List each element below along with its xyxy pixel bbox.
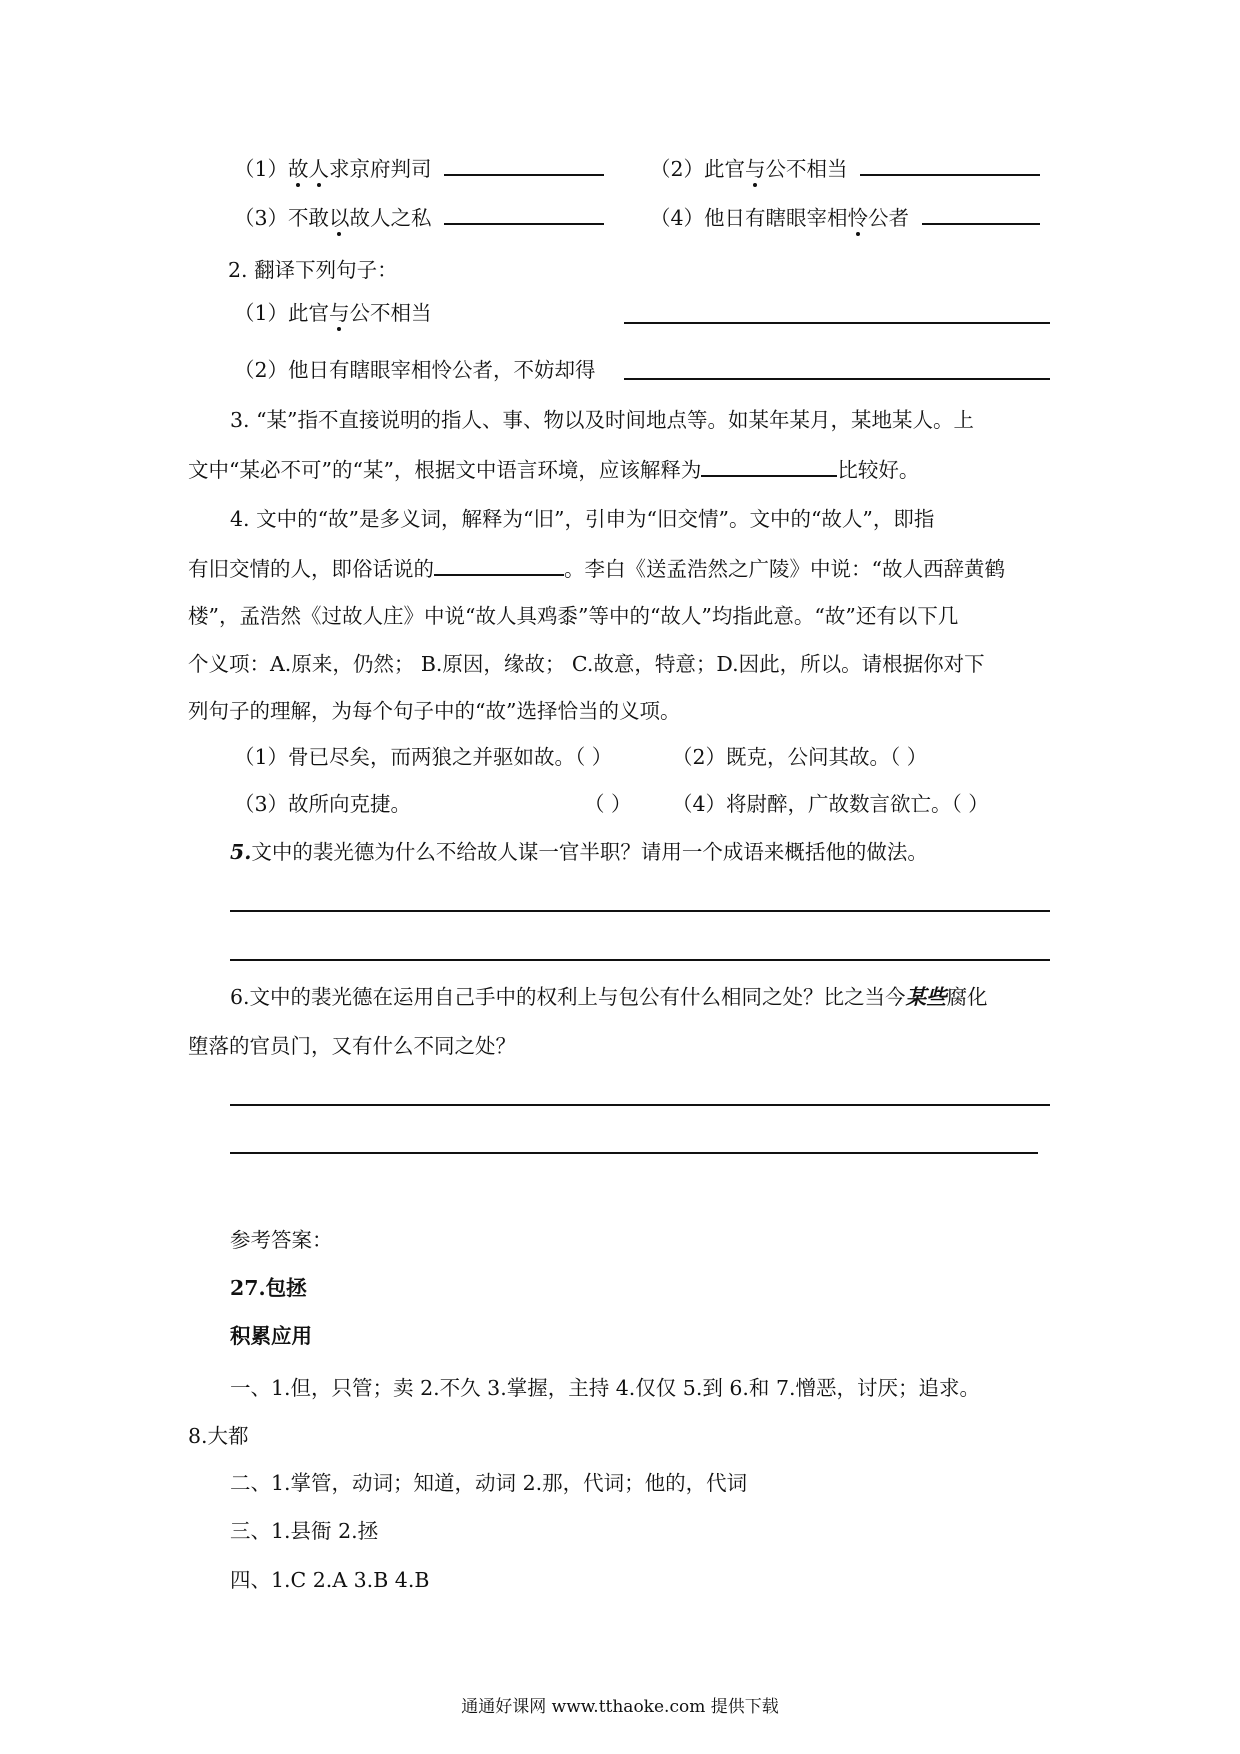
item-number: （3） [234, 206, 289, 230]
q2-sentence-1 [234, 299, 432, 327]
question-number: 5. [230, 840, 252, 864]
q1-item-3 [234, 201, 604, 232]
item-text: 求京府判司 [329, 157, 432, 181]
q4-line-3: 楼”，孟浩然《过故人庄》中说“故人具鸡黍”等中的“故人”均指此意。“故”还有以下几 [188, 604, 959, 628]
q4-line-2 [188, 552, 1005, 583]
q4-sentence-3-paren[interactable]: （ ） [584, 792, 632, 816]
q4-sentence-4: （4）将尉醉，广故数言欲亡。（ ） [672, 792, 989, 816]
q1-item-1 [234, 152, 604, 183]
item-text: 故人之私 [349, 206, 432, 230]
item-text: 公者 [868, 206, 910, 230]
dotted-char: 故 [288, 157, 309, 181]
answer-line[interactable] [230, 910, 1050, 912]
dotted-char: 人 [308, 157, 330, 181]
q2-title: 2. 翻译下列句子： [228, 258, 398, 282]
q6-line-2: 堕落的官员门，又有什么不同之处？ [188, 1034, 516, 1058]
dotted-char: 与 [745, 157, 766, 181]
q1-item-4 [650, 201, 1040, 232]
answer-blank[interactable] [701, 453, 837, 477]
q6-line-1 [230, 983, 988, 1011]
answer-blank[interactable] [444, 201, 604, 225]
page-footer: 通通好课网 www.tthaoke.com 提供下载 [461, 1697, 779, 1717]
answer-line[interactable] [624, 322, 1050, 324]
question-text: 比较好。 [837, 458, 920, 482]
question-text: 。李白《送孟浩然之广陵》中说：“故人西辞黄鹤 [564, 557, 1005, 581]
item-text: 他日有瞎眼宰相 [704, 206, 848, 230]
answers-title: 27.包拯 [230, 1276, 307, 1300]
question-text: 腐化 [946, 985, 988, 1009]
answer-2: 二、1.掌管，动词；知道，动词 2.那，代词；他的，代词 [230, 1471, 748, 1495]
answers-heading: 参考答案： [230, 1228, 333, 1252]
answers-subtitle: 积累应用 [230, 1324, 312, 1348]
dotted-char: 与 [329, 301, 350, 325]
answer-blank[interactable] [444, 152, 604, 176]
answer-line[interactable] [624, 378, 1050, 380]
q4-sentence-1: （1）骨已尽矣，而两狼之并驱如故。（ ） [234, 745, 613, 769]
item-number: （1） [234, 157, 289, 181]
q4-line-1: 4. 文中的“故”是多义词，解释为“旧”，引申为“旧交情”。文中的“故人”，即指 [230, 507, 935, 531]
item-text: 此官 [704, 157, 746, 181]
q2-sentence-2: （2）他日有瞎眼宰相怜公者，不妨却得 [234, 358, 596, 382]
sentence-text: 公不相当 [349, 301, 432, 325]
item-text: 公不相当 [765, 157, 848, 181]
answer-line[interactable] [230, 959, 1050, 961]
q3-line-2 [188, 453, 919, 484]
q5-question [230, 838, 928, 866]
question-text: 文中的裴光德为什么不给故人谋一官半职？请用一个成语来概括他的做法。 [251, 840, 928, 864]
q4-sentence-3: （3）故所向克捷。 [234, 792, 412, 816]
q3-line-1: 3. “某”指不直接说明的指人、事、物以及时间地点等。如某年某月，某地某人。上 [230, 408, 975, 432]
dotted-char: 以 [329, 206, 350, 230]
item-number: （4） [650, 206, 705, 230]
answer-line[interactable] [230, 1152, 1038, 1154]
answer-line[interactable] [230, 1104, 1050, 1106]
answer-blank[interactable] [860, 152, 1040, 176]
q4-line-4: 个义项：A.原来，仍然； B.原因，缘故； C.故意，特意；D.因此，所以。请根据你对下 [188, 652, 985, 676]
sentence-text: （1）此官 [234, 301, 330, 325]
item-text: 不敢 [288, 206, 330, 230]
dotted-char: 怜 [847, 206, 869, 230]
answer-1: 一、1.但，只管；卖 2.不久 3.掌握，主持 4.仅仅 5.到 6.和 7.憎恶，讨厌；追求。 [230, 1376, 981, 1400]
answer-3: 三、1.县衙 2.拯 [230, 1519, 379, 1543]
q4-line-5: 列句子的理解，为每个句子中的“故”选择恰当的义项。 [188, 699, 681, 723]
answer-blank[interactable] [434, 552, 564, 576]
answer-1-cont: 8.大都 [188, 1424, 249, 1448]
question-text: 6.文中的裴光德在运用自己手中的权利上与包公有什么相同之处？比之当今 [230, 985, 906, 1009]
item-number: （2） [650, 157, 705, 181]
q4-sentence-2: （2）既克，公问其故。（ ） [672, 745, 928, 769]
answer-4: 四、1.C 2.A 3.B 4.B [230, 1568, 430, 1592]
answer-blank[interactable] [922, 201, 1040, 225]
q1-item-2 [650, 152, 1040, 183]
question-text: 文中“某必不可”的“某”，根据文中语言环境，应该解释为 [188, 458, 702, 482]
question-text: 有旧交情的人，即俗话说的 [188, 557, 434, 581]
emphasis-text: 某些 [905, 985, 947, 1009]
